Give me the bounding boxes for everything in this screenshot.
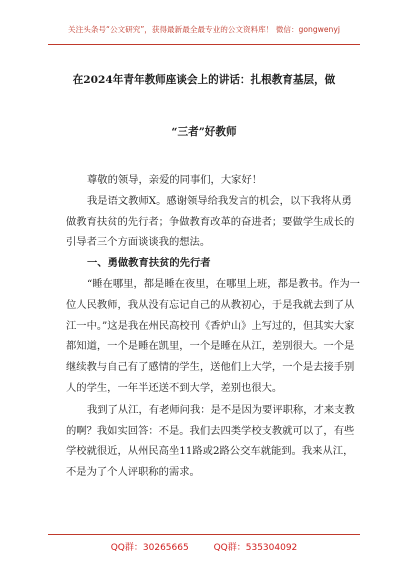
body-paragraph-2: 我到了从江，有老师问我：是不是因为要评职称，才来支教的啊？我如实回答：不是。我们去四类学校支教就可以了，有些学校就很近，从州民高坐11路或2路公交车就能到。我来从江，不是为了个人评职称的需求。 bbox=[66, 403, 355, 479]
header-divider bbox=[48, 44, 360, 45]
greeting-paragraph: 尊敬的领导，亲爱的同事们，大家好！ bbox=[87, 174, 263, 186]
document-title-line-2: “三者”好教师 bbox=[171, 126, 237, 138]
body-paragraph-1: “睡在哪里，都是睡在夜里，在哪里上班，都是教书。作为一位人民教师，我从没有忘记自己的从教初心，于是我就去到了从江一中。”这是我在州民高校刊《香炉山》上写过的，但其实大家都知道，一个是睡在凯里，一个是睡在从江，差别很大。一个是继续教与自己有了感情的学生，送他们上大学，一个是去接手别人的学生，一年半还送不到大学，差别也很大。 bbox=[66, 277, 360, 394]
footer bbox=[0, 540, 408, 553]
document-body bbox=[66, 170, 362, 483]
document-title-line-1: 在2024年青年教师座谈会上的讲话：扎根教育基层，做 bbox=[72, 74, 336, 86]
header-banner: 关注头条号“公文研究”，获得最新最全最专业的公文资料库！ 微信：gongwenyj bbox=[68, 25, 340, 34]
footer-qq-group-2: QQ群：535304092 bbox=[213, 543, 298, 553]
footer-divider bbox=[48, 534, 360, 535]
section-1-heading: 一、勇做教育扶贫的先行者 bbox=[87, 257, 211, 270]
intro-paragraph: 我是语文教师X。感谢领导给我发言的机会，以下我将从勇做教育扶贫的先行者；争做教育改革的奋进者；要做学生成长的引导者三个方面谈谈我的想法。 bbox=[66, 194, 355, 249]
footer-qq-group-1: QQ群：30265665 bbox=[110, 543, 189, 553]
